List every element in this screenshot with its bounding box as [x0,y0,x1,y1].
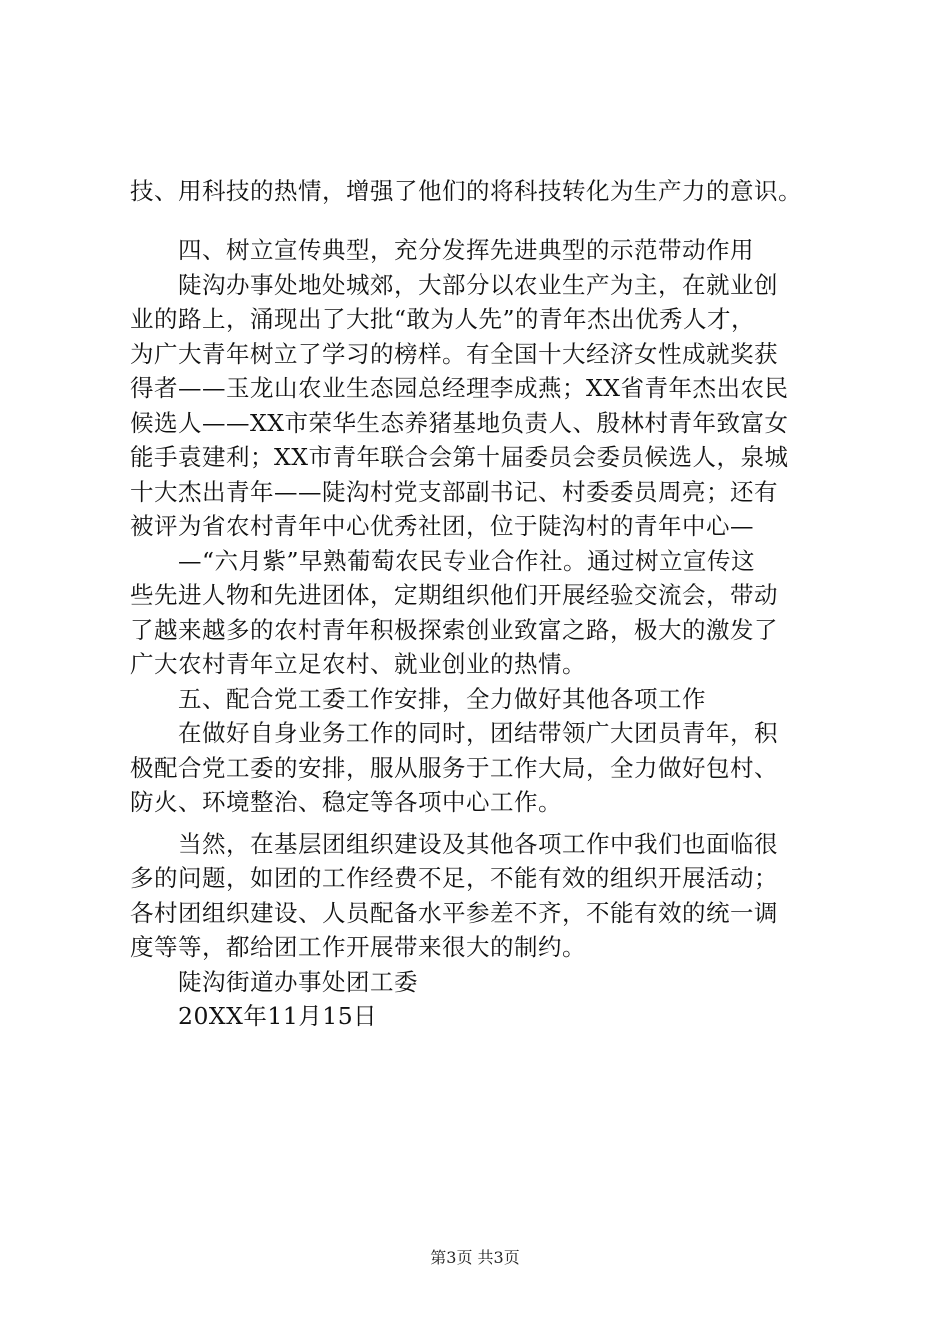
paragraph-line: 多的问题，如团的工作经费不足，不能有效的组织开展活动； [130,864,778,892]
paragraph-line: 候选人——XX市荣华生态养猪基地负责人、殷林村青年致富女 [130,409,789,437]
paragraph-line: 为广大青年树立了学习的榜样。有全国十大经济女性成就奖获 [130,340,778,368]
paragraph-line: 业的路上，涌现出了大批“敢为人先”的青年杰出优秀人才， [130,305,756,333]
paragraph-line: 得者——玉龙山农业生态园总经理李成燕；XX省青年杰出农民 [130,374,789,402]
paragraph-line: 广大农村青年立足农村、就业创业的热情。 [130,650,586,678]
paragraph-line: 了越来越多的农村青年积极探索创业致富之路，极大的激发了 [130,616,778,644]
paragraph-line: 在做好自身业务工作的同时，团结带领广大团员青年，积 [178,719,778,747]
paragraph-line: 陡沟办事处地处城郊，大部分以农业生产为主，在就业创 [178,271,778,299]
paragraph-line: 被评为省农村青年中心优秀社团，位于陡沟村的青年中心— [130,512,754,540]
paragraph-line: 当然，在基层团组织建设及其他各项工作中我们也面临很 [178,830,778,858]
page-number-footer: 第3页 共3页 [430,1248,520,1267]
paragraph-line: 度等等，都给团工作开展带来很大的制约。 [130,933,586,961]
paragraph-line: 各村团组织建设、人员配备水平参差不齐，不能有效的统一调 [130,899,778,927]
paragraph-line: 防火、环境整治、稳定等各项中心工作。 [130,788,562,816]
signature-organization: 陡沟街道办事处团工委 [178,968,418,996]
paragraph-line: 些先进人物和先进团体，定期组织他们开展经验交流会，带动 [130,581,778,609]
section-heading-4: 四、树立宣传典型，充分发挥先进典型的示范带动作用 [178,236,754,264]
paragraph-line: 技、用科技的热情，增强了他们的将科技转化为生产力的意识。 [130,177,802,205]
signature-date: 20XX年11月15日 [178,1002,378,1030]
paragraph-line: 十大杰出青年——陡沟村党支部副书记、村委委员周亮；还有 [130,478,778,506]
section-heading-5: 五、配合党工委工作安排，全力做好其他各项工作 [178,685,706,713]
paragraph-line: 极配合党工委的安排，服从服务于工作大局，全力做好包村、 [130,754,778,782]
paragraph-line: 能手袁建利；XX市青年联合会第十届委员会委员候选人，泉城 [130,443,789,471]
paragraph-line: —“六月紫”早熟葡萄农民专业合作社。通过树立宣传这 [178,547,756,575]
